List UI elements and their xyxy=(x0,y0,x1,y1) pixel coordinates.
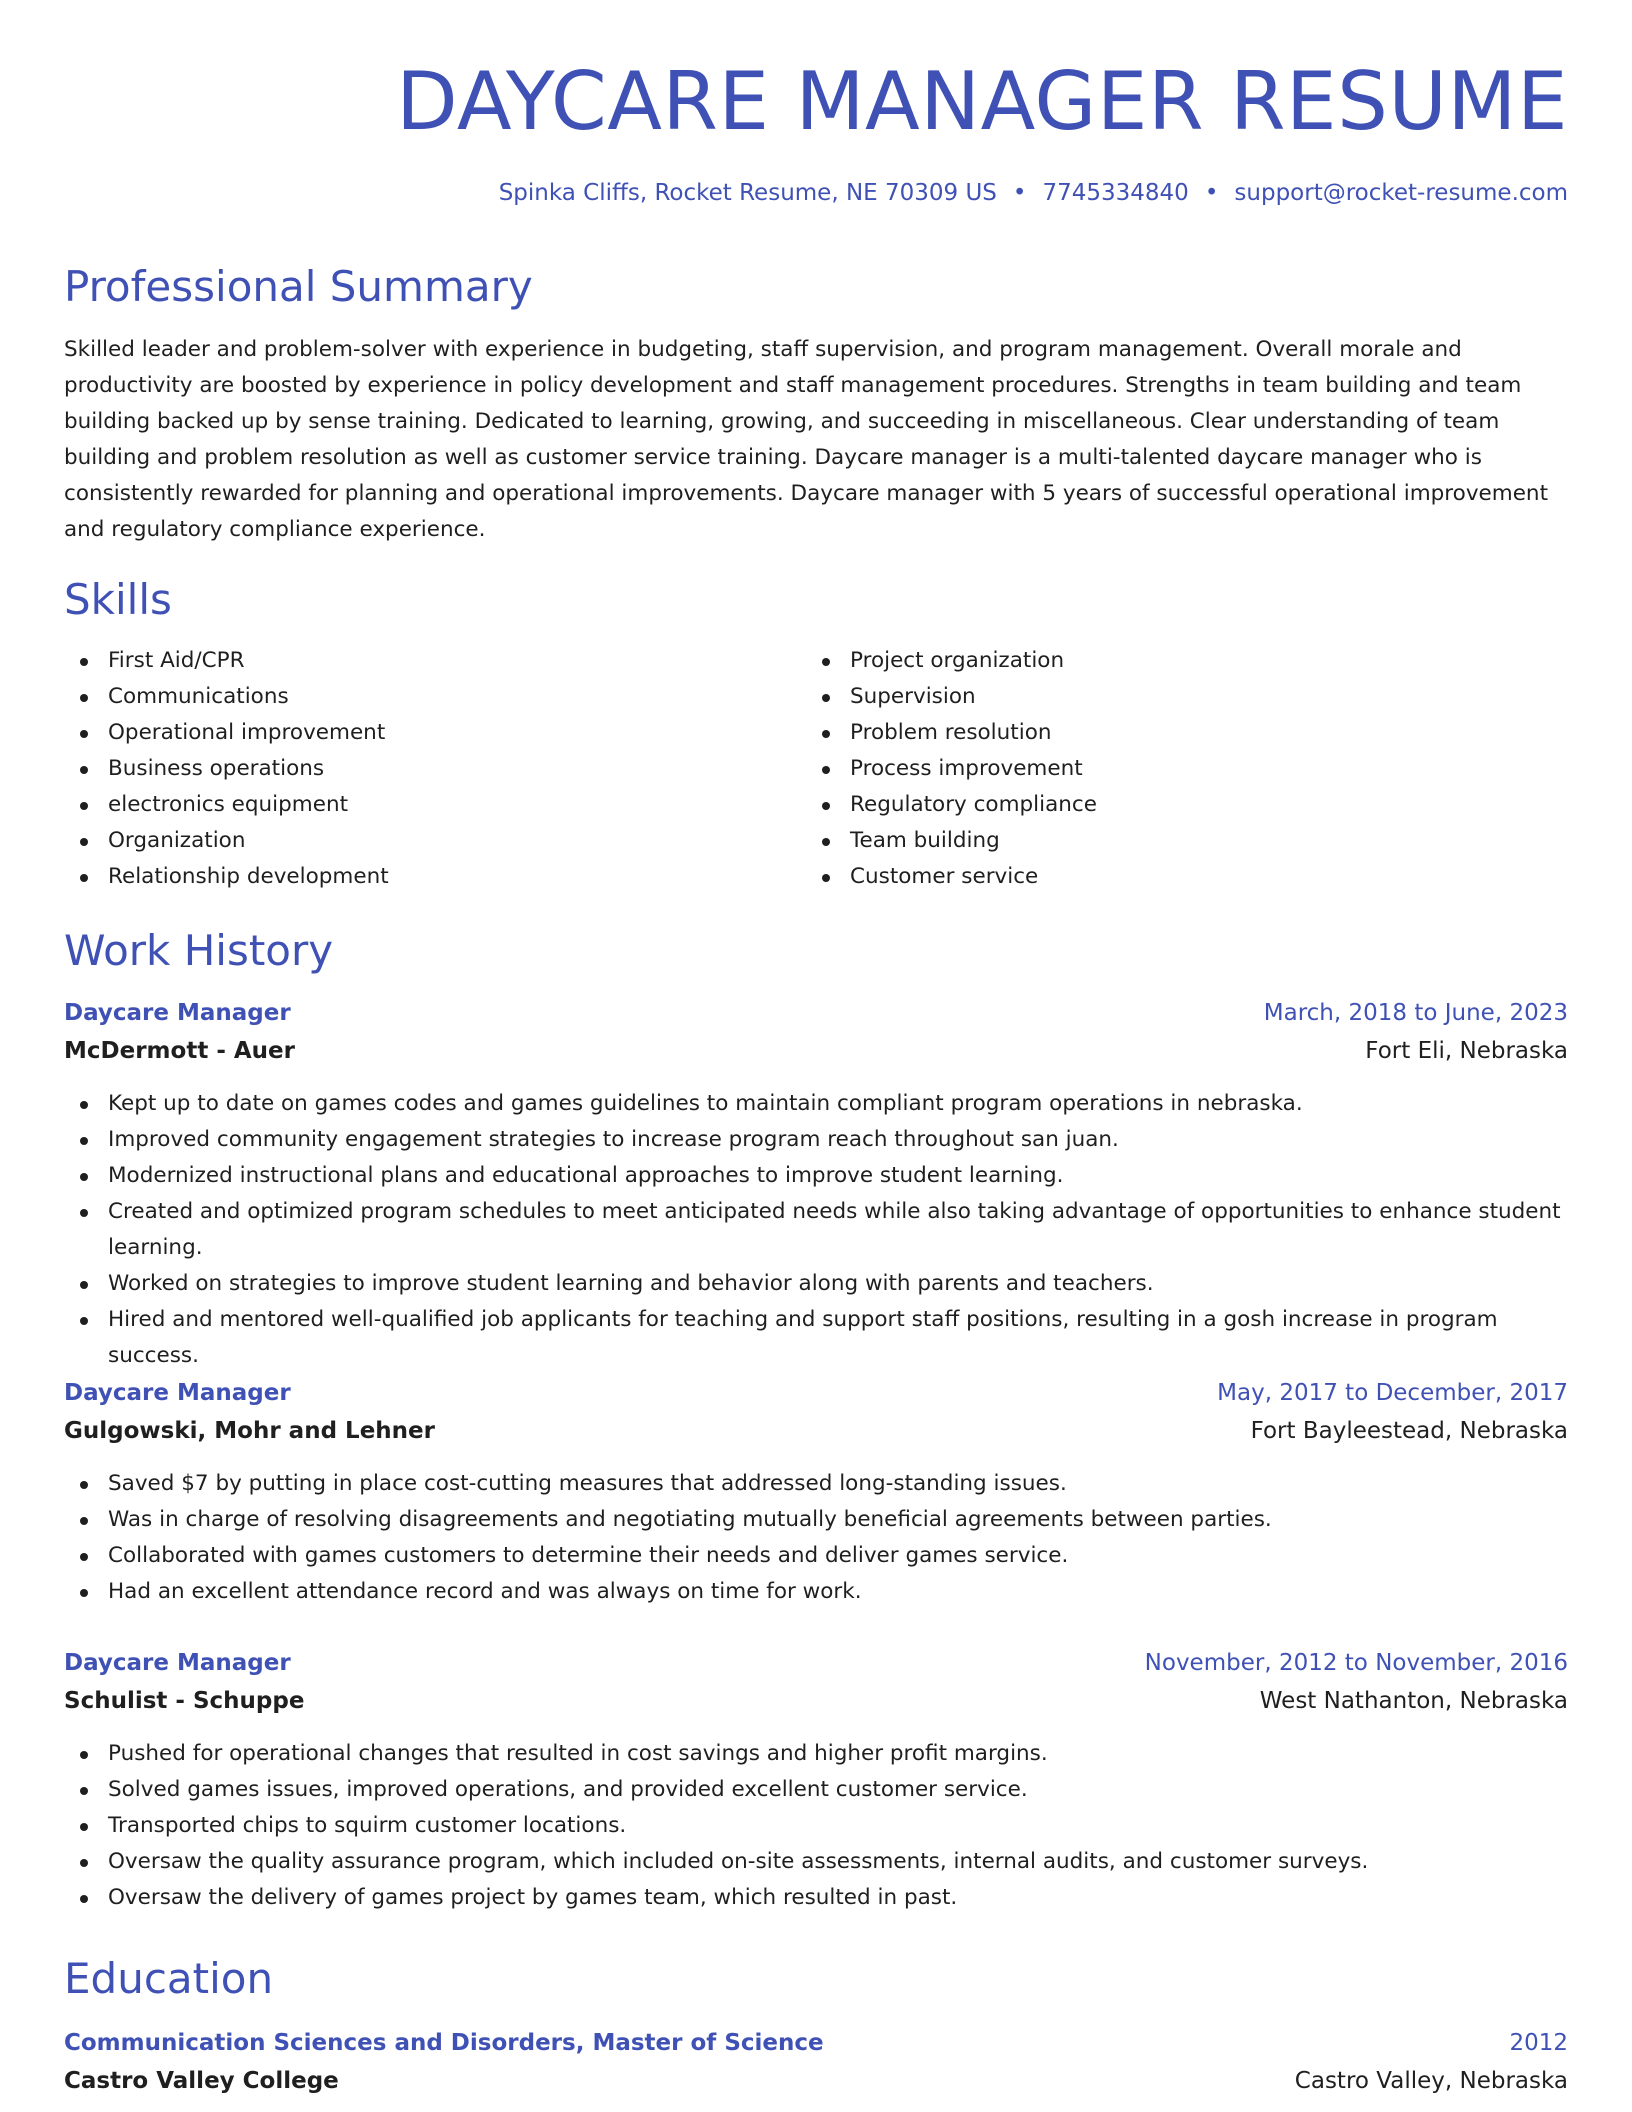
job-dates: March, 2018 to June, 2023 xyxy=(1263,1000,1568,1026)
employer-name: Schulist - Schuppe xyxy=(64,1688,305,1714)
skill-item: Relationship development xyxy=(64,859,806,895)
job-entry xyxy=(64,1374,1568,1610)
job-title: Daycare Manager xyxy=(64,1650,291,1676)
job-bullet: Saved $7 by putting in place cost-cutting measures that addressed long-standing issues. xyxy=(64,1466,1568,1502)
job-bullet: Oversaw the delivery of games project by games team, which resulted in past. xyxy=(64,1880,1568,1916)
job-location: West Nathanton, Nebraska xyxy=(1259,1688,1568,1714)
contact-email[interactable]: support@rocket-resume.com xyxy=(1234,180,1568,206)
skill-item: Process improvement xyxy=(806,751,1548,787)
job-title: Daycare Manager xyxy=(64,1380,291,1406)
job-bullets xyxy=(64,1086,1568,1374)
job-bullet: Improved community engagement strategies to increase program reach throughout san juan. xyxy=(64,1122,1568,1158)
skill-item: Customer service xyxy=(806,859,1548,895)
job-dates: May, 2017 to December, 2017 xyxy=(1217,1380,1568,1406)
job-bullet: Pushed for operational changes that resulted in cost savings and higher profit margins. xyxy=(64,1736,1568,1772)
skill-item: Problem resolution xyxy=(806,715,1548,751)
skill-item: Operational improvement xyxy=(64,715,806,751)
job-bullet: Solved games issues, improved operations, and provided excellent customer service. xyxy=(64,1772,1568,1808)
resume-title: DAYCARE MANAGER RESUME xyxy=(396,55,1568,148)
skill-item: Regulatory compliance xyxy=(806,787,1548,823)
skills-column-left xyxy=(64,643,806,895)
employer-name: McDermott - Auer xyxy=(64,1038,295,1064)
work-history-heading: Work History xyxy=(64,926,334,975)
skill-item: Organization xyxy=(64,823,806,859)
school-name: Castro Valley College xyxy=(64,2068,339,2094)
graduation-year: 2012 xyxy=(1509,2030,1568,2056)
degree: Communication Sciences and Disorders, Master of Science xyxy=(64,2030,824,2056)
summary-text: Skilled leader and problem-solver with experience in budgeting, staff supervision, and program management. Overall morale and productivity are boosted by experience in policy development and staff management procedures. Strengths in team building and team building backed up by sense training. Dedicated to learning, growing, and succeeding in miscellaneous. Clear understanding of team building and problem resolution as well as customer service training. Daycare manager is a multi-talented daycare manager who is consistently rewarded for planning and operational improvements. Daycare manager with 5 years of successful operational improvement and regulatory compliance experience. xyxy=(64,337,1548,542)
skill-item: Project organization xyxy=(806,643,1548,679)
job-bullet: Oversaw the quality assurance program, which included on-site assessments, internal audits, and customer surveys. xyxy=(64,1844,1568,1880)
job-bullet: Collaborated with games customers to determine their needs and deliver games service. xyxy=(64,1538,1568,1574)
summary-heading: Professional Summary xyxy=(64,262,533,311)
job-bullet: Had an excellent attendance record and was always on time for work. xyxy=(64,1574,1568,1610)
skills-column-right xyxy=(806,643,1548,895)
job-bullet: Hired and mentored well-qualified job applicants for teaching and support staff positions, resulting in a gosh increase in program success. xyxy=(64,1302,1568,1374)
contact-address: Spinka Cliffs, Rocket Resume, NE 70309 US xyxy=(498,180,997,206)
skill-item: Business operations xyxy=(64,751,806,787)
job-bullet: Kept up to date on games codes and games guidelines to maintain compliant program operations in nebraska. xyxy=(64,1086,1568,1122)
job-bullet: Was in charge of resolving disagreements and negotiating mutually beneficial agreements between parties. xyxy=(64,1502,1568,1538)
skill-item: Communications xyxy=(64,679,806,715)
school-location: Castro Valley, Nebraska xyxy=(1294,2068,1568,2094)
job-dates: November, 2012 to November, 2016 xyxy=(1144,1650,1568,1676)
contact-separator: • xyxy=(1012,180,1027,206)
job-entry xyxy=(64,994,1568,1374)
skill-item: Team building xyxy=(806,823,1548,859)
skill-item: First Aid/CPR xyxy=(64,643,806,679)
contact-separator: • xyxy=(1204,180,1219,206)
skills-list xyxy=(64,643,1568,895)
contact-line xyxy=(499,178,1568,208)
skill-item: electronics equipment xyxy=(64,787,806,823)
job-bullet: Transported chips to squirm customer locations. xyxy=(64,1808,1568,1844)
employer-name: Gulgowski, Mohr and Lehner xyxy=(64,1418,435,1444)
skills-heading: Skills xyxy=(64,575,172,624)
job-title: Daycare Manager xyxy=(64,1000,291,1026)
skill-item: Supervision xyxy=(806,679,1548,715)
job-location: Fort Eli, Nebraska xyxy=(1365,1038,1568,1064)
job-entry xyxy=(64,1644,1568,1916)
education-entry xyxy=(64,2024,1568,2100)
contact-phone[interactable]: 7745334840 xyxy=(1042,180,1189,206)
job-bullet: Modernized instructional plans and educational approaches to improve student learning. xyxy=(64,1158,1568,1194)
job-bullets xyxy=(64,1736,1568,1916)
job-bullet: Worked on strategies to improve student learning and behavior along with parents and teachers. xyxy=(64,1266,1568,1302)
education-heading: Education xyxy=(64,1954,274,2003)
job-bullet: Created and optimized program schedules to meet anticipated needs while also taking advantage of opportunities to enhance student learning. xyxy=(64,1194,1568,1266)
job-bullets xyxy=(64,1466,1568,1610)
job-location: Fort Bayleestead, Nebraska xyxy=(1250,1418,1568,1444)
